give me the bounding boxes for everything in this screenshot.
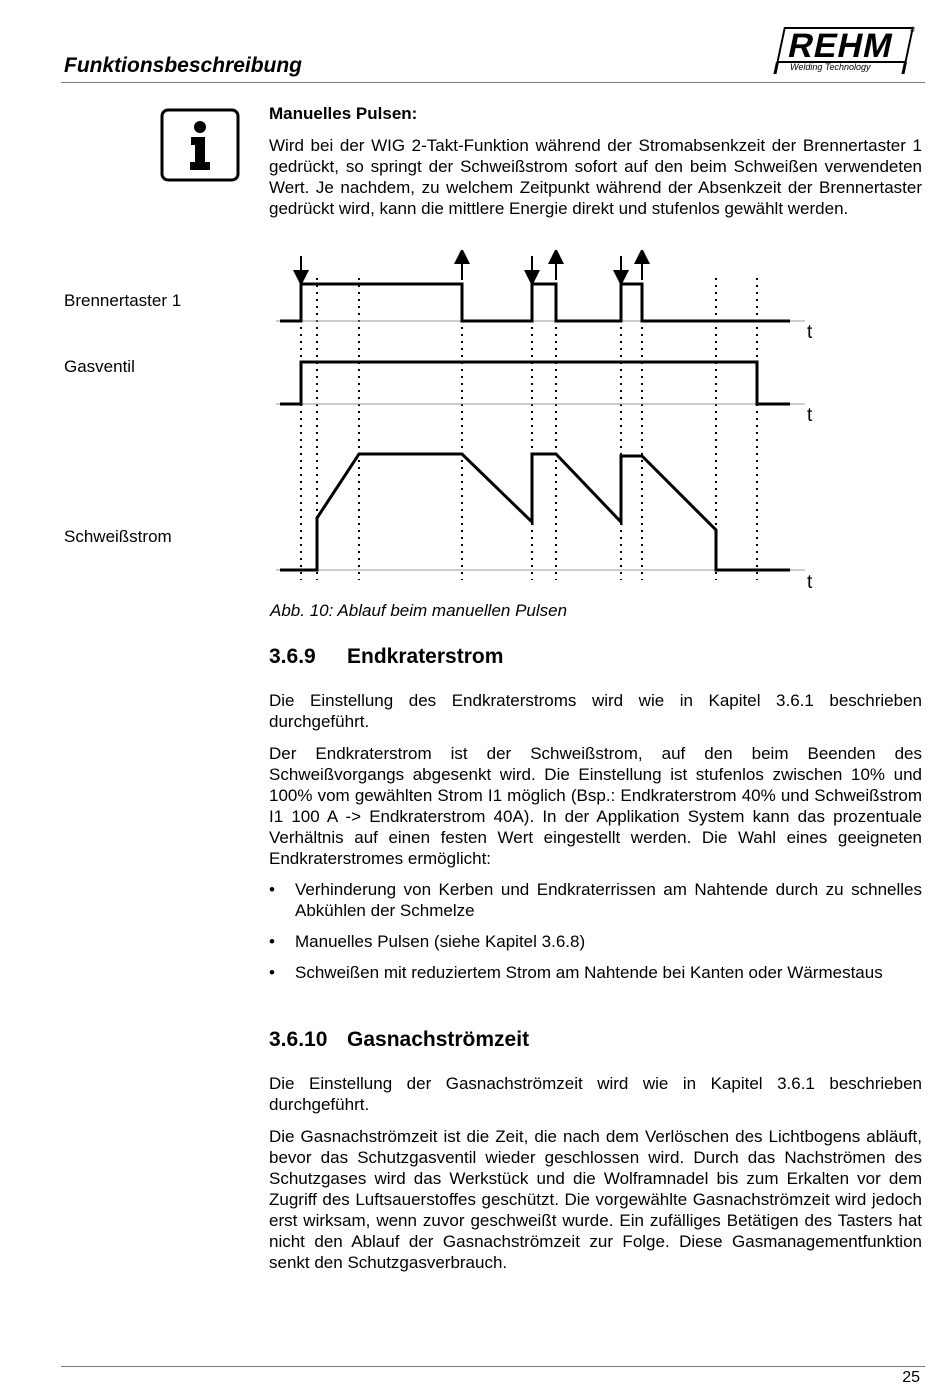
- list-item: • Schweißen mit reduziertem Strom am Nahtende bei Kanten oder Wärmestaus: [269, 962, 922, 983]
- figure-caption: Abb. 10: Ablauf beim manuellen Pulsen: [270, 601, 568, 620]
- info-icon: [160, 108, 240, 182]
- note-text-block: [269, 135, 922, 219]
- section-369-body: [269, 690, 922, 993]
- t-label-3: t: [807, 572, 813, 593]
- section-3610-body: [269, 1073, 922, 1273]
- paragraph: Die Einstellung des Endkraterstroms wird wie in Kapitel 3.6.1 beschrieben durchgeführt.: [269, 691, 922, 731]
- t-label-1: t: [807, 322, 813, 343]
- paragraph: Der Endkraterstrom ist der Schweißstrom, auf den beim Beenden des Schweißvorgangs abgesenkt wird. Die Einstellung ist stufenlos zwischen 10% und 100% vom gewählten Strom I1 möglich (Bsp.: Endkraterstrom 40% und Schweißstrom I1 100 A -> Endkraterstrom 40A). In der Applikation System kann das prozentuale Verhältnis auf einen festen Wert eingestellt werden. Die Wahl eines geeigneten Endkraterstromes ermöglicht:: [269, 744, 922, 868]
- svg-text:Welding Technology: Welding Technology: [790, 62, 871, 72]
- timing-diagram: [270, 250, 830, 595]
- svg-text:REHM: REHM: [784, 27, 897, 65]
- event-guides: [301, 278, 757, 580]
- section-title: Gasnachströmzeit: [347, 1028, 530, 1051]
- signal-label-brennertaster: Brennertaster 1: [64, 291, 182, 310]
- signal-label-schweissstrom: Schweißstrom: [64, 527, 172, 546]
- footer-rule: [61, 1366, 925, 1367]
- time-axes: [276, 321, 805, 570]
- section-number: 3.6.9: [269, 645, 316, 668]
- signal-brennertaster-trace: [280, 284, 790, 321]
- page-number: 25: [902, 1369, 920, 1386]
- paragraph: Die Gasnachströmzeit ist die Zeit, die nach dem Verlöschen des Lichtbogens abläuft, bevor das Schutzgasventil wieder geschlossen wird. Durch das Nachströmen des Schutzgases wird das Werkstück und die Wolframnadel bis zum Erkalten vor dem Zugriff des Luftsauerstoffes geschützt. Die vorgewählte Gasnachströmzeit wird jedoch erst wirksam, wenn zuvor geschweißt wurde. Ein zufälliges Betätigen des Tasters hat nicht den Ablauf der Gasnachströmzeit zur Folge. Diese Gasmanagementfunktion senkt den Schutzgasverbrauch.: [269, 1127, 922, 1272]
- event-arrows: [301, 256, 642, 280]
- t-label-2: t: [807, 405, 813, 426]
- note-title: Manuelles Pulsen:: [269, 104, 418, 123]
- section-heading-369: [269, 645, 503, 669]
- section-heading-3610: [269, 1028, 529, 1052]
- signal-schweissstrom-trace: [280, 454, 790, 570]
- signal-label-gasventil: Gasventil: [64, 357, 135, 376]
- svg-text:®: ®: [910, 27, 916, 34]
- list-item: • Verhinderung von Kerben und Endkraterrissen am Nahtende durch zu schnelles Abkühlen der Schmelze: [269, 879, 922, 921]
- note-text: Wird bei der WIG 2-Takt-Funktion während der Stromabsenkzeit der Brennertaster 1 gedrückt, so springt der Schweißstrom sofort auf den beim Schweißen verwendeten Wert. Je nachdem, zu welchem Zeitpunkt während der Absenkzeit der Brennertaster gedrückt wird, kann die mittlere Energie direkt und stufenlos gewählt werden.: [269, 136, 922, 218]
- rehm-logo: [768, 22, 918, 78]
- signal-gasventil-trace: [280, 362, 790, 404]
- section-number: 3.6.10: [269, 1028, 328, 1051]
- page-header-title: Funktionsbeschreibung: [64, 54, 303, 77]
- list-item: • Manuelles Pulsen (siehe Kapitel 3.6.8): [269, 931, 922, 952]
- paragraph: Die Einstellung der Gasnachströmzeit wird wie in Kapitel 3.6.1 beschrieben durchgeführt.: [269, 1074, 922, 1114]
- section-title: Endkraterstrom: [347, 645, 504, 668]
- header-rule: [61, 82, 925, 83]
- bullet-list: [269, 879, 922, 983]
